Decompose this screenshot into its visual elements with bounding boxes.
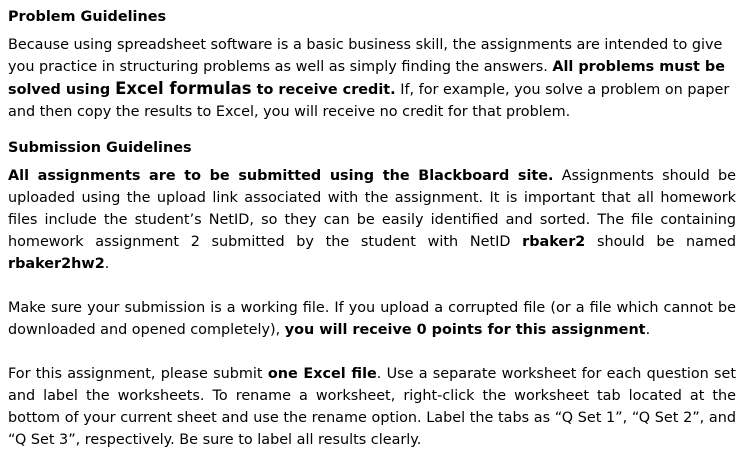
bold-run: one Excel file [267, 366, 377, 382]
submission-guidelines-heading: Submission Guidelines [8, 140, 192, 156]
spacer [8, 275, 736, 297]
text-run: . Use a separate worksheet for each question set and label the worksheets. To rename a worksheet, right-click the worksheet tab located at the bottom of your current sheet and use the rename option. Label the tabs as “Q Set 1”, “Q Set 2”, and “Q Set 3”, respectively. Be sure to label all results clearly. [8, 366, 737, 448]
submission-paragraph-1 [8, 165, 736, 275]
text-run: If, for example, you solve a problem on paper and then copy the results to Excel, you will receive no credit for that problem. [8, 82, 730, 120]
filename-example: rbaker2hw2 [8, 256, 105, 272]
text-run: For this assignment, please submit [8, 366, 268, 382]
text-run: should be named [585, 234, 736, 250]
text-run: . [104, 256, 110, 272]
text-run: Assignments should be uploaded using the upload link associated with the assignment. It is important that all homework files include the student’s NetID, so they can be easily identified and sorted. The file containing homework assignment 2 submitted by the student with NetID [8, 168, 736, 250]
bold-run: All problems must be solved using Excel formulas to receive credit. [8, 59, 725, 98]
text-run: . [645, 322, 651, 338]
bold-run: you will receive 0 points for this assignment [284, 322, 646, 338]
problem-guidelines-paragraph [8, 34, 736, 123]
submission-paragraph-2 [8, 297, 736, 341]
text-run: Because using spreadsheet software is a basic business skill, the assignments are intended to give you practice in structuring problems as well as simply finding the answers. [8, 37, 723, 75]
text-run: Make sure your submission is a working file. If you upload a corrupted file (or a file which cannot be downloaded and opened completely), [8, 300, 736, 338]
spacer [8, 341, 736, 363]
netid-example: rbaker2 [522, 234, 586, 250]
excel-formulas-emphasis: Excel formulas [115, 79, 252, 98]
bold-run: All assignments are to be submitted using the Blackboard site. [8, 168, 554, 184]
problem-guidelines-heading: Problem Guidelines [8, 9, 167, 25]
submission-paragraph-3 [8, 363, 736, 451]
spacer [8, 123, 736, 137]
